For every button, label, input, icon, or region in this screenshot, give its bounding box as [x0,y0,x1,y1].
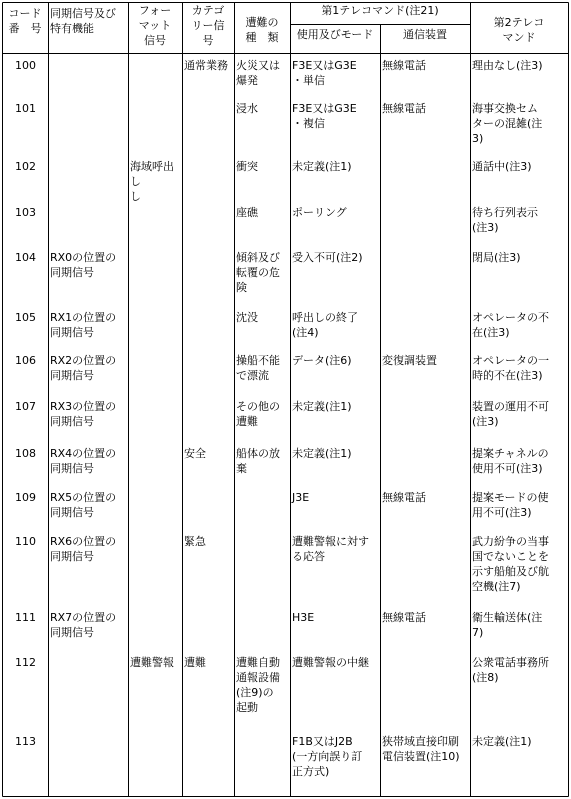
cell-format [128,352,182,353]
cell-code: 100 [15,59,36,72]
cell-distress: 遭難自動 通報設備 (注9)の 起動 [236,656,280,714]
cell-distress: その他の 遭難 [236,400,280,428]
cell-usage: データ(注6) [292,354,352,367]
cell-sync: RX3の位置の 同期信号 [50,400,117,428]
cell-sync [48,100,128,101]
cell-tele2: 公衆電話事務所 (注8) [472,656,549,684]
cell-code: 108 [15,447,36,460]
cell-usage: 遭難警報の中継 [292,656,369,669]
cell-equipment [380,249,470,250]
cell-distress: 操船不能 で漂流 [236,354,280,382]
cell-equipment [380,533,470,534]
cell-equipment: 無線電話 [382,611,426,624]
cell-sync: RX6の位置の 同期信号 [50,535,117,563]
cell-format [128,309,182,310]
cell-sync [48,733,128,734]
cell-category [182,398,234,399]
cell-equipment: 無線電話 [382,102,426,115]
header-tele1: 第1テレコマンド(注21) [321,4,439,17]
cell-category: 安全 [184,447,206,460]
header-category: カテゴ リー信 号 [191,4,225,47]
cell-distress: 座礁 [236,206,258,219]
cell-sync: RX1の位置の 同期信号 [50,311,117,339]
cell-sync [48,654,128,655]
cell-tele2: 装置の運用不可 (注3) [472,400,549,428]
header-sync: 同期信号及び 特有機能 [50,7,116,35]
cell-tele2: 提案モードの使 用不可(注3) [472,491,549,519]
cell-sync: RX7の位置の 同期信号 [50,611,117,639]
cell-category [182,309,234,310]
cell-usage: 未定義(注1) [292,400,352,413]
cell-format [128,733,182,734]
cell-format [128,57,182,58]
cell-sync: RX2の位置の 同期信号 [50,354,117,382]
cell-category [182,489,234,490]
cell-usage: F3E又はG3E ・複信 [292,102,357,130]
cell-usage: 遭難警報に対す る応答 [292,535,369,563]
cell-equipment [380,158,470,159]
cell-format [128,249,182,250]
cell-code: 109 [15,491,36,504]
cell-distress: 火災又は 爆発 [236,59,280,87]
cell-format [128,100,182,101]
cell-format [128,445,182,446]
cell-category: 遭難 [184,656,206,669]
cell-usage: ポーリング [292,206,347,219]
cell-code: 110 [15,535,36,548]
cell-sync: RX5の位置の 同期信号 [50,491,117,519]
header-usage: 使用及びモード [296,28,374,41]
cell-tele2: 提案チャネルの 使用不可(注3) [472,447,549,475]
header-format: フォー マット 信号 [138,4,172,47]
header-equipment: 通信装置 [403,28,447,41]
cell-category [182,100,234,101]
cell-equipment: 狭帯域直接印刷 電信装置(注10) [382,735,460,763]
cell-usage: 未定義(注1) [292,447,352,460]
cell-tele2: 通話中(注3) [472,160,532,173]
cell-tele2: オペレータの不 在(注3) [472,311,549,339]
cell-distress: 沈没 [236,311,258,324]
cell-code: 106 [15,354,36,367]
cell-tele2: 理由なし(注3) [472,59,543,72]
cell-category [182,204,234,205]
cell-sync [48,57,128,58]
cell-code: 104 [15,251,36,264]
cell-tele2: 待ち行列表示 (注3) [472,206,538,234]
cell-format [128,489,182,490]
cell-equipment [380,445,470,446]
cell-tele2: 衛生輸送体(注 7) [472,611,543,639]
cell-code: 107 [15,400,36,413]
cell-equipment [380,654,470,655]
cell-code: 101 [15,102,36,115]
cell-sync [48,158,128,159]
cell-category [182,249,234,250]
cell-equipment: 変復調装置 [382,354,437,367]
cell-equipment [380,204,470,205]
cell-distress [234,489,290,490]
cell-usage: 未定義(注1) [292,160,352,173]
cell-format [128,204,182,205]
cell-format: 遭難警報 [130,656,174,669]
cell-usage: F3E又はG3E ・単信 [292,59,357,87]
cell-category [182,158,234,159]
cell-code: 105 [15,311,36,324]
cell-usage: J3E [292,491,310,504]
cell-tele2: 武力紛争の当事 国でないことを 示す船舶及び航 空機(注7) [472,535,549,593]
cell-usage: 呼出しの終了 (注4) [292,311,358,339]
cell-category [182,609,234,610]
cell-tele2: オペレータの一 時的不在(注3) [472,354,549,382]
cell-usage: F1B又はJ2B (一方向誤り訂 正方式) [292,735,363,778]
cell-code: 102 [15,160,36,173]
header-tele2: 第2テレコ マンド [493,16,545,44]
cell-distress: 傾斜及び 転覆の危 険 [236,251,280,294]
cell-category: 通常業務 [184,59,228,72]
cell-distress: 船体の放 棄 [236,447,280,475]
cell-tele2: 閉局(注3) [472,251,521,264]
cell-usage: 受入不可(注2) [292,251,363,264]
header-code: コード 番 号 [8,7,42,35]
header-distress: 遭難の 種 類 [245,16,279,44]
cell-distress: 浸水 [236,102,258,115]
cell-code: 103 [15,206,36,219]
cell-format [128,609,182,610]
cell-sync: RX0の位置の 同期信号 [50,251,117,279]
cell-category [182,352,234,353]
cell-sync [48,204,128,205]
cell-code: 111 [15,611,36,624]
cell-equipment: 無線電話 [382,59,426,72]
cell-format: 海域呼出し し [130,160,174,203]
cell-sync: RX4の位置の 同期信号 [50,447,117,475]
cell-distress: 衝突 [236,160,258,173]
cell-equipment [380,309,470,310]
cell-format [128,398,182,399]
cell-distress [234,533,290,534]
cell-code: 112 [15,656,36,669]
cell-tele2: 未定義(注1) [472,735,532,748]
cell-tele2: 海事交換セム ターの混雑(注 3) [472,102,543,145]
cell-category: 緊急 [184,535,206,548]
cell-distress [234,733,290,734]
cell-equipment [380,398,470,399]
cell-code: 113 [15,735,36,748]
cell-usage: H3E [292,611,315,624]
cell-equipment: 無線電話 [382,491,426,504]
cell-format [128,533,182,534]
cell-distress [234,609,290,610]
cell-category [182,733,234,734]
